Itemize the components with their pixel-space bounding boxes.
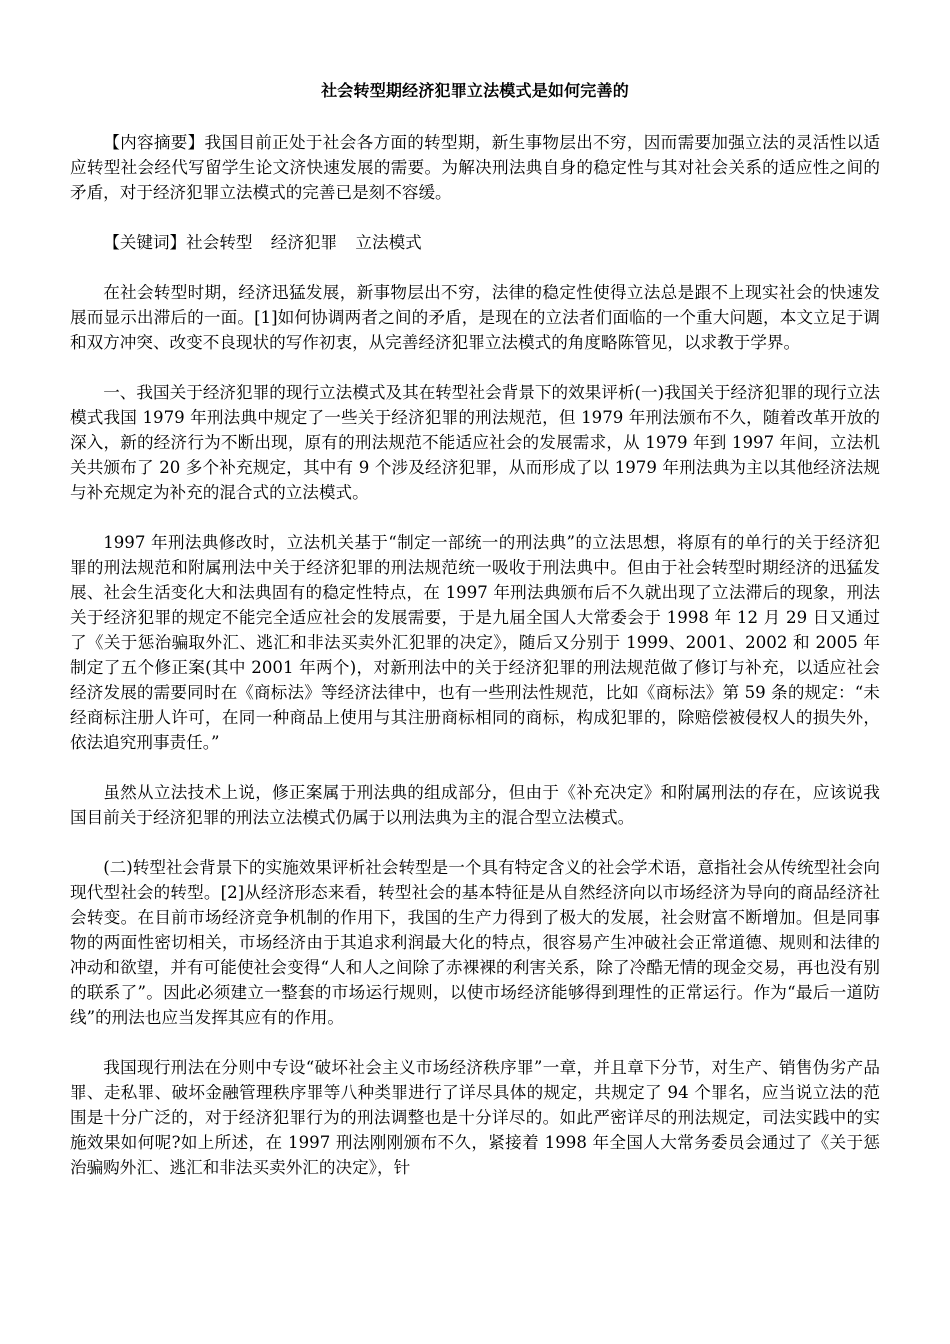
body-paragraph: 虽然从立法技术上说，修正案属于刑法典的组成部分，但由于《补充决定》和附属刑法的存在，应该说我国目前关于经济犯罪的刑法立法模式仍属于以刑法典为主的混合型立法模式。 (70, 783, 880, 827)
keywords-line (70, 230, 880, 255)
keywords-label: 【关键词】 (103, 233, 187, 252)
body-paragraph: (二)转型社会背景下的实施效果评析社会转型是一个具有特定含义的社会学术语，意指社会从传统型社会向现代型社会的转型。[2]从经济形态来看，转型社会的基本特征是从自然经济向以市场经济为导向的商品经济社会转变。在目前市场经济竞争机制的作用下，我国的生产力得到了极大的发展，社会财富不断增加。但是同事物的两面性密切相关，市场经济由于其追求利润最大化的特点，很容易产生冲破社会正常道德、规则和法律的冲动和欲望，并有可能使社会变得“人和人之间除了赤裸裸的利害关系，除了冷酷无情的现金交易，再也没有别的联系了”。因此必须建立一整套的市场运行规则，以使市场经济能够得到理性的正常运行。作为“最后一道防线”的刑法也应当发挥其应有的作用。 (70, 858, 880, 1027)
body-paragraph: 1997 年刑法典修改时，立法机关基于“制定一部统一的刑法典”的立法思想，将原有的单行的关于经济犯罪的刑法规范和附属刑法中关于经济犯罪的刑法规范统一吸收于刑法典中。但由于社会转型时期经济的迅猛发展、社会生活变化大和法典固有的稳定性特点，在 1997 年刑法典颁布后不久就出现了立法滞后的现象，刑法关于经济犯罪的规定不能完全适应社会的发展需要，于是九届全国人大常委会于 1998 年 12 月 29 日又通过了《关于惩治骗取外汇、逃汇和非法买卖外汇犯罪的决定》，随后又分别于 1999、2001、2002 和 2005 年制定了五个修正案(其中 2001 年两个)，对新刑法中的关于经济犯罪的刑法规范做了修订与补充，以适应社会经济发展的需要同时在《商标法》等经济法律中，也有一些刑法性规范，比如《商标法》第 59 条的规定：“未经商标注册人许可，在同一种商品上使用与其注册商标相同的商标，构成犯罪的，除赔偿被侵权人的损失外，依法追究刑事责任。” (70, 533, 880, 752)
keyword-term: 经济犯罪 (270, 233, 338, 252)
document-title: 社会转型期经济犯罪立法模式是如何完善的 (321, 81, 629, 100)
keyword-term: 社会转型 (186, 233, 253, 252)
body-paragraph: 我国现行刑法在分则中专设“破坏社会主义市场经济秩序罪”一章，并且章下分节，对生产、销售伪劣产品罪、走私罪、破坏金融管理秩序罪等八种类罪进行了详尽具体的规定，共规定了 94 个罪名，应当说立法的范围是十分广泛的，对于经济犯罪行为的刑法调整也是十分详尽的。如此严密详尽的刑法规定，司法实践中的实施效果如何呢?如上所述，在 1997 刑法刚刚颁布不久，紧接着 1998 年全国人大常务委员会通过了《关于惩治骗购外汇、逃汇和非法买卖外汇的决定》，针 (70, 1058, 880, 1177)
keyword-term: 立法模式 (355, 233, 422, 252)
abstract-paragraph: 【内容摘要】我国目前正处于社会各方面的转型期，新生事物层出不穷，因而需要加强立法的灵活性以适应转型社会经代写留学生论文济快速发展的需要。为解决刑法典自身的稳定性与其对社会关系的适应性之间的矛盾，对于经济犯罪立法模式的完善已是刻不容缓。 (70, 133, 880, 202)
body-paragraph: 一、我国关于经济犯罪的现行立法模式及其在转型社会背景下的效果评析(一)我国关于经济犯罪的现行立法模式我国 1979 年刑法典中规定了一些关于经济犯罪的刑法规范，但 1979 年刑法颁布不久，随着改革开放的深入，新的经济行为不断出现，原有的刑法规范不能适应社会的发展需求，从 1979 年到 1997 年间，立法机关共颁布了 20 多个补充规定，其中有 9 个涉及经济犯罪，从而形成了以 1979 年刑法典为主以其他经济法规与补充规定为补充的混合式的立法模式。 (70, 383, 880, 502)
document-page (70, 70, 880, 1205)
body-paragraph: 在社会转型时期，经济迅猛发展，新事物层出不穷，法律的稳定性使得立法总是跟不上现实社会的快速发展而显示出滞后的一面。[1]如何协调两者之间的矛盾，是现在的立法者们面临的一个重大问题，本文立足于调和双方冲突、改变不良现状的写作初衷，从完善经济犯罪立法模式的角度略陈管见，以求教于学界。 (70, 283, 880, 352)
